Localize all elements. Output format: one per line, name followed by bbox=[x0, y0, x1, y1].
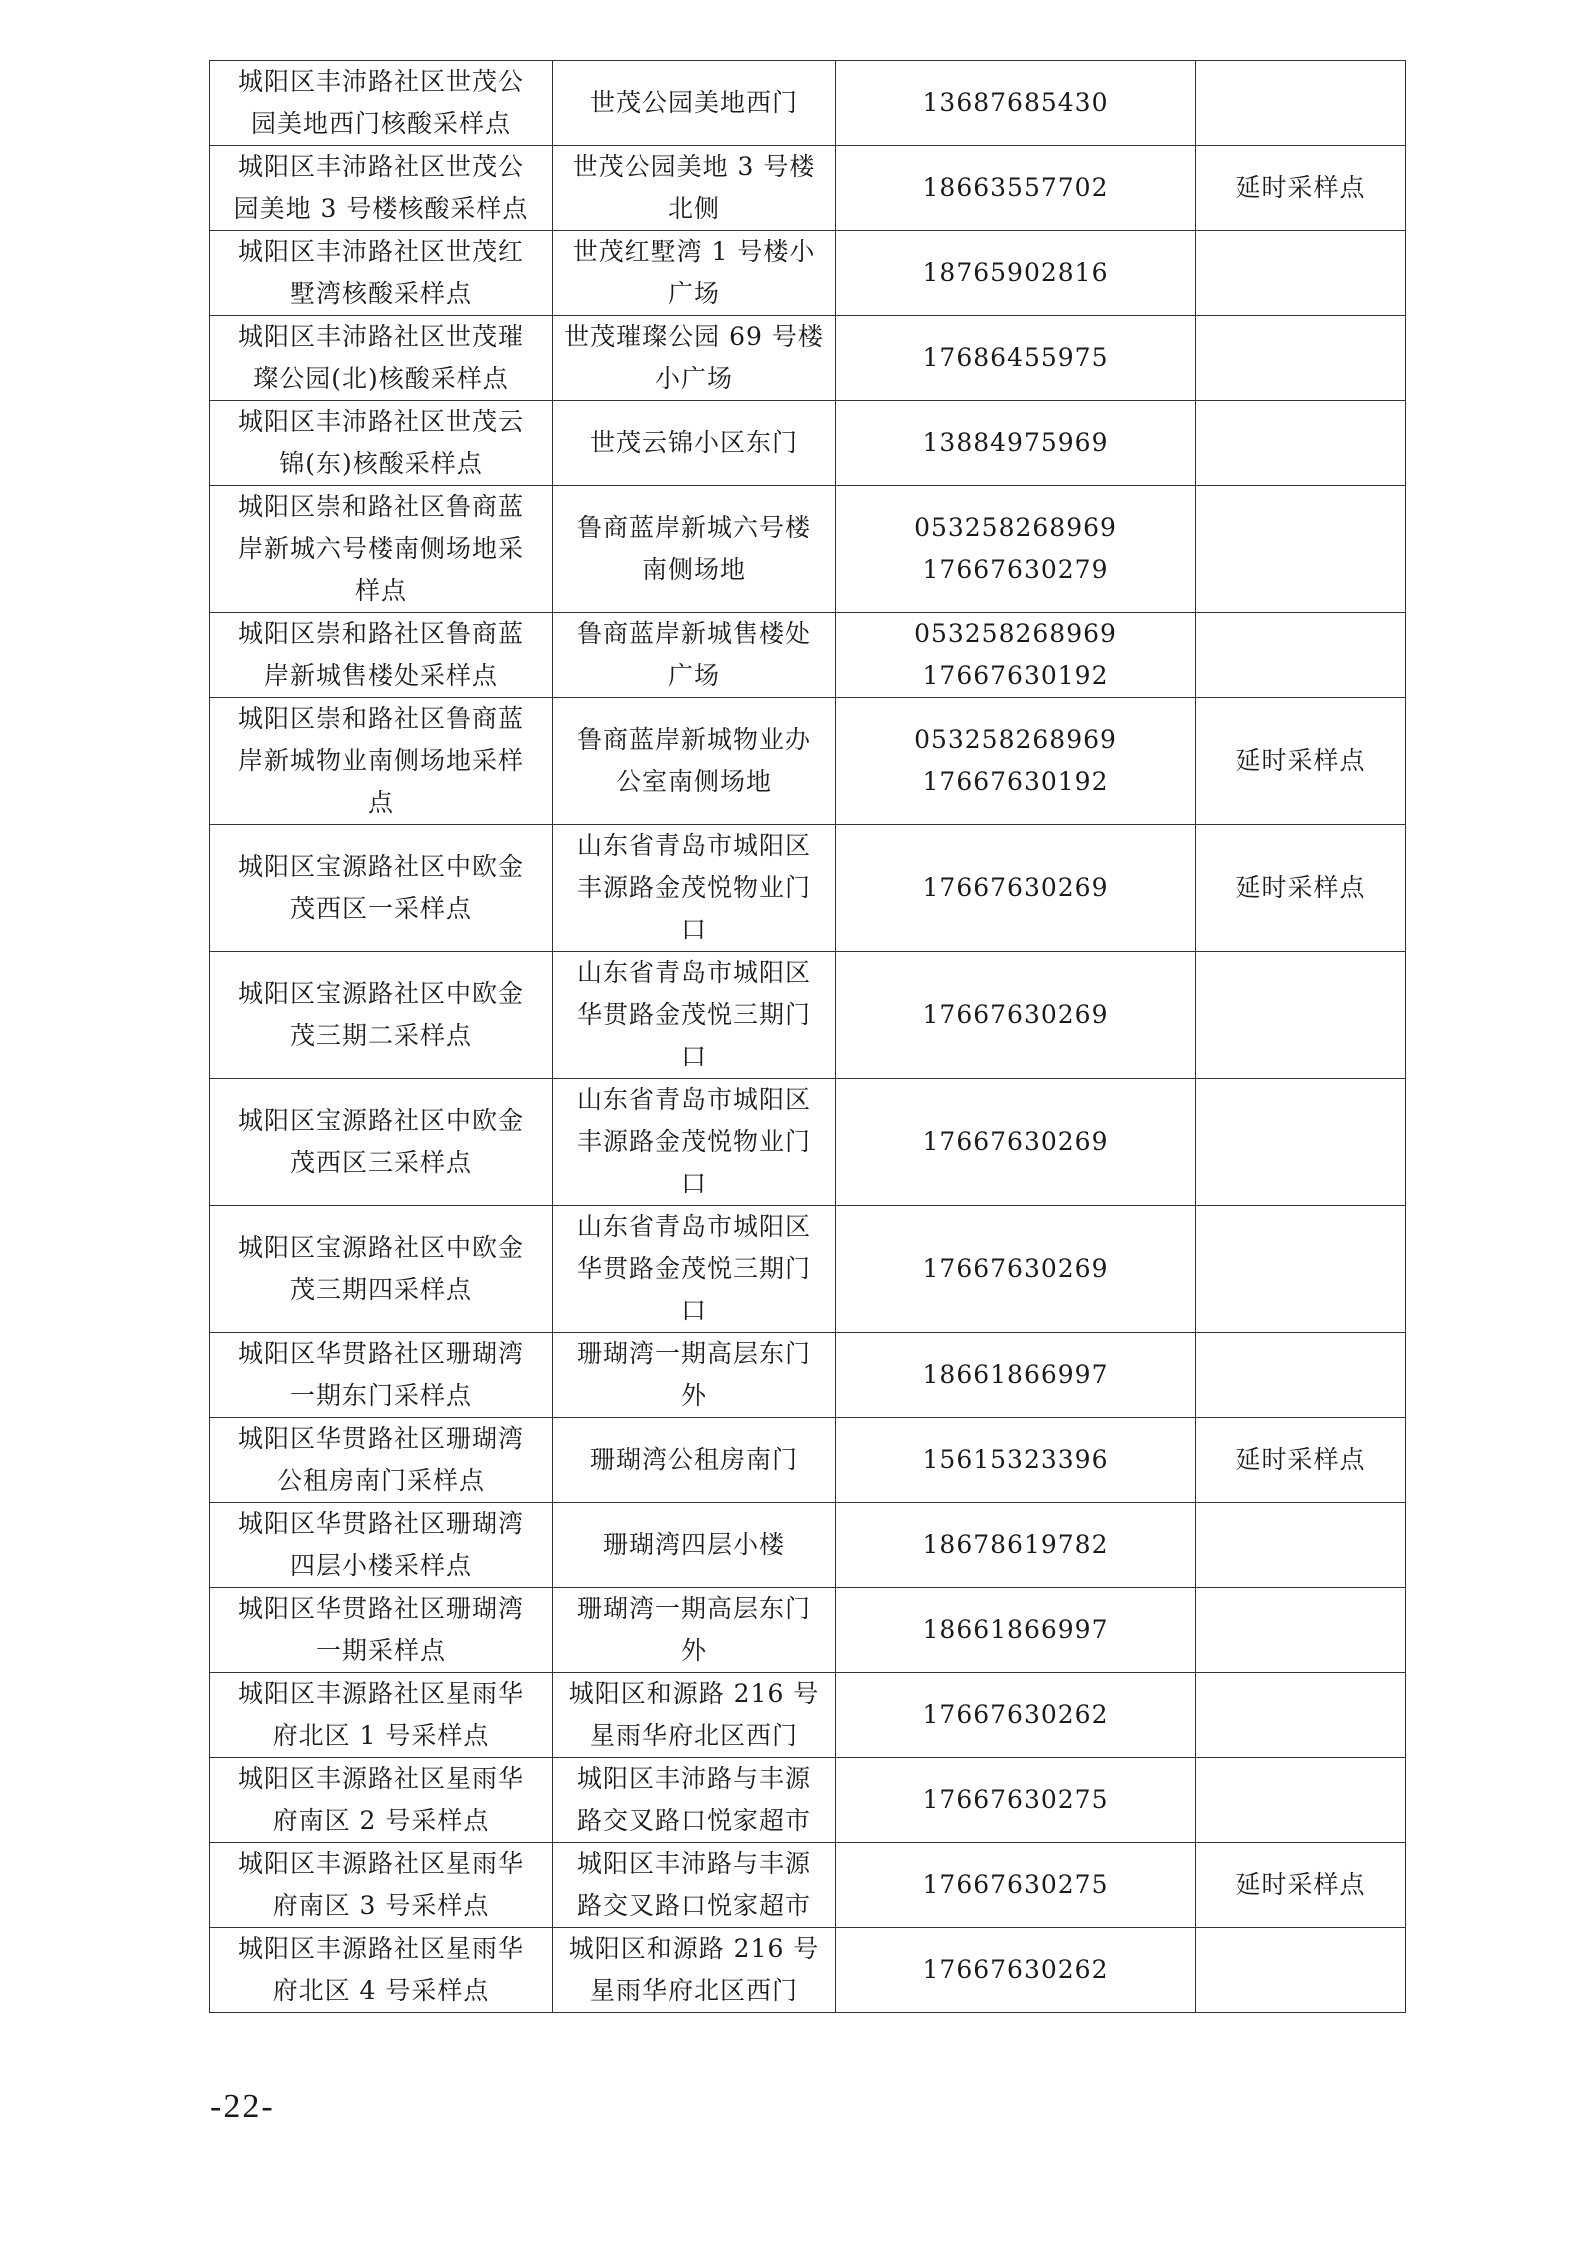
site-name-line: 公租房南门采样点 bbox=[276, 1466, 485, 1495]
site-address-line: 珊瑚湾一期高层东门 bbox=[576, 1339, 811, 1368]
site-address-line: 小广场 bbox=[654, 364, 733, 393]
site-name-line: 府北区 1 号采样点 bbox=[272, 1721, 490, 1750]
site-address-cell bbox=[553, 1928, 836, 2013]
contact-phone: 053258268969 bbox=[914, 619, 1117, 648]
site-address-cell bbox=[553, 1418, 836, 1503]
note-cell bbox=[1196, 61, 1406, 146]
table-body bbox=[210, 61, 1406, 2013]
site-name-line: 府北区 4 号采样点 bbox=[272, 1976, 490, 2005]
site-address-line: 世茂公园美地西门 bbox=[589, 88, 798, 117]
site-name-line: 茂三期四采样点 bbox=[289, 1275, 472, 1304]
site-address-line: 山东省青岛市城阳区 bbox=[576, 958, 811, 987]
contact-phone-cell bbox=[836, 1673, 1196, 1758]
site-name-line: 城阳区丰沛路社区世茂红 bbox=[237, 237, 524, 266]
site-name-cell bbox=[210, 316, 553, 401]
site-name-cell bbox=[210, 1758, 553, 1843]
site-name-cell bbox=[210, 146, 553, 231]
note-cell bbox=[1196, 1503, 1406, 1588]
site-name-cell bbox=[210, 1928, 553, 2013]
site-name-line: 园美地 3 号楼核酸采样点 bbox=[233, 194, 529, 223]
contact-phone: 053258268969 bbox=[914, 725, 1117, 754]
site-address-line: 口 bbox=[680, 1042, 707, 1071]
site-address-cell bbox=[553, 1333, 836, 1418]
site-name-cell bbox=[210, 401, 553, 486]
site-name-line: 岸新城六号楼南侧场地采 bbox=[237, 534, 524, 563]
site-address-cell bbox=[553, 401, 836, 486]
site-name-line: 城阳区丰源路社区星雨华 bbox=[237, 1679, 524, 1708]
site-name-line: 城阳区华贯路社区珊瑚湾 bbox=[237, 1594, 524, 1623]
note-cell bbox=[1196, 401, 1406, 486]
site-address-line: 城阳区丰沛路与丰源 bbox=[576, 1764, 811, 1793]
site-address-cell bbox=[553, 1843, 836, 1928]
note-cell: 延时采样点 bbox=[1196, 146, 1406, 231]
contact-phone-cell bbox=[836, 1758, 1196, 1843]
contact-phone: 17667630192 bbox=[922, 661, 1109, 690]
contact-phone-cell bbox=[836, 486, 1196, 613]
site-address-line: 鲁商蓝岸新城六号楼 bbox=[576, 513, 811, 542]
site-address-line: 世茂公园美地 3 号楼 bbox=[572, 152, 816, 181]
table-row bbox=[210, 1843, 1406, 1928]
site-name-line: 城阳区宝源路社区中欧金 bbox=[237, 1106, 524, 1135]
site-name-cell bbox=[210, 61, 553, 146]
contact-phone: 18678619782 bbox=[922, 1530, 1109, 1559]
table-row bbox=[210, 1588, 1406, 1673]
site-name-line: 锦(东)核酸采样点 bbox=[279, 449, 483, 478]
site-name-line: 城阳区丰沛路社区世茂公 bbox=[237, 152, 524, 181]
contact-phone: 17667630279 bbox=[922, 555, 1109, 584]
table-row bbox=[210, 952, 1406, 1079]
note-cell: 延时采样点 bbox=[1196, 825, 1406, 952]
site-address-line: 路交叉路口悦家超市 bbox=[576, 1806, 811, 1835]
site-address-line: 城阳区和源路 216 号 bbox=[568, 1934, 820, 1963]
note-cell bbox=[1196, 1758, 1406, 1843]
site-name-cell bbox=[210, 1588, 553, 1673]
site-name-line: 璨公园(北)核酸采样点 bbox=[253, 364, 509, 393]
site-address-cell bbox=[553, 1503, 836, 1588]
contact-phone: 17667630262 bbox=[922, 1955, 1109, 1984]
site-address-cell bbox=[553, 486, 836, 613]
site-address-line: 公室南侧场地 bbox=[615, 767, 772, 796]
site-name-cell bbox=[210, 486, 553, 613]
site-address-cell bbox=[553, 146, 836, 231]
site-name-line: 城阳区崇和路社区鲁商蓝 bbox=[237, 619, 524, 648]
site-address-line: 世茂红墅湾 1 号楼小 bbox=[572, 237, 816, 266]
note-cell: 延时采样点 bbox=[1196, 698, 1406, 825]
contact-phone: 18765902816 bbox=[922, 258, 1109, 287]
site-address-cell bbox=[553, 231, 836, 316]
contact-phone: 13687685430 bbox=[922, 88, 1109, 117]
site-address-line: 城阳区丰沛路与丰源 bbox=[576, 1849, 811, 1878]
site-name-line: 茂西区三采样点 bbox=[289, 1148, 472, 1177]
site-address-line: 口 bbox=[680, 1296, 707, 1325]
site-address-line: 口 bbox=[680, 915, 707, 944]
site-address-line: 世茂云锦小区东门 bbox=[589, 428, 798, 457]
table-row bbox=[210, 1333, 1406, 1418]
site-address-line: 星雨华府北区西门 bbox=[589, 1976, 798, 2005]
site-name-cell bbox=[210, 952, 553, 1079]
contact-phone: 17667630275 bbox=[922, 1785, 1109, 1814]
site-name-line: 岸新城物业南侧场地采样 bbox=[237, 746, 524, 775]
site-address-cell bbox=[553, 698, 836, 825]
table-row bbox=[210, 1079, 1406, 1206]
site-name-line: 城阳区崇和路社区鲁商蓝 bbox=[237, 492, 524, 521]
site-address-line: 外 bbox=[680, 1636, 707, 1665]
table-row bbox=[210, 1673, 1406, 1758]
note-cell bbox=[1196, 316, 1406, 401]
site-name-line: 府南区 3 号采样点 bbox=[272, 1891, 490, 1920]
contact-phone: 17667630275 bbox=[922, 1870, 1109, 1899]
note-cell bbox=[1196, 1928, 1406, 2013]
site-name-cell bbox=[210, 698, 553, 825]
contact-phone-cell bbox=[836, 231, 1196, 316]
site-name-line: 城阳区丰沛路社区世茂云 bbox=[237, 407, 524, 436]
site-address-cell bbox=[553, 825, 836, 952]
site-address-line: 丰源路金茂悦物业门 bbox=[576, 873, 811, 902]
note-cell bbox=[1196, 613, 1406, 698]
contact-phone-cell bbox=[836, 1206, 1196, 1333]
contact-phone-cell bbox=[836, 1843, 1196, 1928]
contact-phone: 053258268969 bbox=[914, 513, 1117, 542]
site-name-line: 城阳区宝源路社区中欧金 bbox=[237, 979, 524, 1008]
site-name-line: 样点 bbox=[354, 576, 407, 605]
contact-phone: 17686455975 bbox=[922, 343, 1109, 372]
site-name-cell bbox=[210, 1206, 553, 1333]
contact-phone: 17667630269 bbox=[922, 1127, 1109, 1156]
table-row bbox=[210, 1503, 1406, 1588]
contact-phone: 17667630269 bbox=[922, 873, 1109, 902]
contact-phone-cell bbox=[836, 1333, 1196, 1418]
table-row bbox=[210, 613, 1406, 698]
site-address-line: 外 bbox=[680, 1381, 707, 1410]
site-address-line: 珊瑚湾一期高层东门 bbox=[576, 1594, 811, 1623]
contact-phone: 17667630262 bbox=[922, 1700, 1109, 1729]
site-name-line: 城阳区丰沛路社区世茂公 bbox=[237, 67, 524, 96]
site-name-cell bbox=[210, 825, 553, 952]
contact-phone-cell bbox=[836, 1079, 1196, 1206]
note-cell bbox=[1196, 952, 1406, 1079]
contact-phone-cell bbox=[836, 1503, 1196, 1588]
site-name-line: 一期东门采样点 bbox=[289, 1381, 472, 1410]
note-cell: 延时采样点 bbox=[1196, 1418, 1406, 1503]
site-name-cell bbox=[210, 613, 553, 698]
table-row bbox=[210, 1928, 1406, 2013]
site-address-line: 珊瑚湾公租房南门 bbox=[589, 1445, 798, 1474]
table-row bbox=[210, 231, 1406, 316]
site-address-line: 口 bbox=[680, 1169, 707, 1198]
site-address-line: 路交叉路口悦家超市 bbox=[576, 1891, 811, 1920]
contact-phone-cell bbox=[836, 316, 1196, 401]
table-row bbox=[210, 486, 1406, 613]
site-name-cell bbox=[210, 231, 553, 316]
table-row bbox=[210, 316, 1406, 401]
site-name-cell bbox=[210, 1843, 553, 1928]
site-name-line: 园美地西门核酸采样点 bbox=[250, 109, 511, 138]
site-name-line: 城阳区宝源路社区中欧金 bbox=[237, 1233, 524, 1262]
site-address-cell bbox=[553, 952, 836, 1079]
site-name-cell bbox=[210, 1079, 553, 1206]
site-address-line: 城阳区和源路 216 号 bbox=[568, 1679, 820, 1708]
site-address-line: 北侧 bbox=[667, 194, 720, 223]
contact-phone-cell bbox=[836, 61, 1196, 146]
site-name-line: 府南区 2 号采样点 bbox=[272, 1806, 490, 1835]
table-row bbox=[210, 1206, 1406, 1333]
site-address-line: 山东省青岛市城阳区 bbox=[576, 1212, 811, 1241]
note-cell bbox=[1196, 486, 1406, 613]
contact-phone-cell bbox=[836, 698, 1196, 825]
contact-phone-cell bbox=[836, 952, 1196, 1079]
contact-phone-cell bbox=[836, 1928, 1196, 2013]
site-name-cell bbox=[210, 1333, 553, 1418]
site-address-line: 珊瑚湾四层小楼 bbox=[602, 1530, 785, 1559]
note-cell: 延时采样点 bbox=[1196, 1843, 1406, 1928]
site-address-line: 山东省青岛市城阳区 bbox=[576, 831, 811, 860]
site-name-line: 墅湾核酸采样点 bbox=[289, 279, 472, 308]
table-row bbox=[210, 825, 1406, 952]
site-name-cell bbox=[210, 1673, 553, 1758]
site-address-line: 鲁商蓝岸新城售楼处 bbox=[576, 619, 811, 648]
site-address-line: 南侧场地 bbox=[641, 555, 746, 584]
site-address-cell bbox=[553, 1588, 836, 1673]
site-name-cell bbox=[210, 1503, 553, 1588]
note-cell bbox=[1196, 1588, 1406, 1673]
site-address-line: 山东省青岛市城阳区 bbox=[576, 1085, 811, 1114]
note-cell bbox=[1196, 231, 1406, 316]
site-name-line: 城阳区华贯路社区珊瑚湾 bbox=[237, 1509, 524, 1538]
sampling-sites-table bbox=[209, 60, 1406, 2013]
contact-phone: 18661866997 bbox=[922, 1360, 1109, 1389]
contact-phone-cell bbox=[836, 146, 1196, 231]
site-name-cell bbox=[210, 1418, 553, 1503]
contact-phone: 18663557702 bbox=[922, 173, 1109, 202]
site-address-cell bbox=[553, 61, 836, 146]
contact-phone: 17667630192 bbox=[922, 767, 1109, 796]
table-row bbox=[210, 698, 1406, 825]
contact-phone-cell bbox=[836, 1588, 1196, 1673]
site-address-cell bbox=[553, 1206, 836, 1333]
contact-phone-cell bbox=[836, 613, 1196, 698]
table-row bbox=[210, 61, 1406, 146]
contact-phone: 18661866997 bbox=[922, 1615, 1109, 1644]
contact-phone: 17667630269 bbox=[922, 1000, 1109, 1029]
site-address-line: 丰源路金茂悦物业门 bbox=[576, 1127, 811, 1156]
site-name-line: 城阳区丰源路社区星雨华 bbox=[237, 1849, 524, 1878]
contact-phone-cell bbox=[836, 1418, 1196, 1503]
site-name-line: 城阳区崇和路社区鲁商蓝 bbox=[237, 704, 524, 733]
site-name-line: 一期采样点 bbox=[315, 1636, 446, 1665]
site-name-line: 城阳区丰沛路社区世茂璀 bbox=[237, 322, 524, 351]
contact-phone-cell bbox=[836, 401, 1196, 486]
table-row bbox=[210, 1418, 1406, 1503]
note-cell bbox=[1196, 1333, 1406, 1418]
site-address-line: 华贯路金茂悦三期门 bbox=[576, 1254, 811, 1283]
site-name-line: 茂西区一采样点 bbox=[289, 894, 472, 923]
site-address-cell bbox=[553, 316, 836, 401]
site-name-line: 四层小楼采样点 bbox=[289, 1551, 472, 1580]
site-address-cell bbox=[553, 1673, 836, 1758]
site-address-line: 广场 bbox=[667, 279, 720, 308]
note-cell bbox=[1196, 1206, 1406, 1333]
site-name-line: 城阳区华贯路社区珊瑚湾 bbox=[237, 1339, 524, 1368]
site-address-line: 星雨华府北区西门 bbox=[589, 1721, 798, 1750]
page-number: -22- bbox=[210, 2088, 275, 2125]
site-name-line: 点 bbox=[367, 788, 394, 817]
table-row bbox=[210, 1758, 1406, 1843]
site-address-line: 世茂璀璨公园 69 号楼 bbox=[564, 322, 824, 351]
site-address-cell bbox=[553, 1758, 836, 1843]
site-name-line: 城阳区宝源路社区中欧金 bbox=[237, 852, 524, 881]
site-address-cell bbox=[553, 613, 836, 698]
contact-phone-cell bbox=[836, 825, 1196, 952]
site-name-line: 城阳区华贯路社区珊瑚湾 bbox=[237, 1424, 524, 1453]
site-name-line: 岸新城售楼处采样点 bbox=[263, 661, 498, 690]
contact-phone: 17667630269 bbox=[922, 1254, 1109, 1283]
table-row bbox=[210, 146, 1406, 231]
contact-phone: 13884975969 bbox=[922, 428, 1109, 457]
table-row bbox=[210, 401, 1406, 486]
site-address-line: 鲁商蓝岸新城物业办 bbox=[576, 725, 811, 754]
site-name-line: 城阳区丰源路社区星雨华 bbox=[237, 1764, 524, 1793]
site-address-cell bbox=[553, 1079, 836, 1206]
site-address-line: 华贯路金茂悦三期门 bbox=[576, 1000, 811, 1029]
site-address-line: 广场 bbox=[667, 661, 720, 690]
site-name-line: 城阳区丰源路社区星雨华 bbox=[237, 1934, 524, 1963]
note-cell bbox=[1196, 1673, 1406, 1758]
contact-phone: 15615323396 bbox=[922, 1445, 1109, 1474]
note-cell bbox=[1196, 1079, 1406, 1206]
site-name-line: 茂三期二采样点 bbox=[289, 1021, 472, 1050]
